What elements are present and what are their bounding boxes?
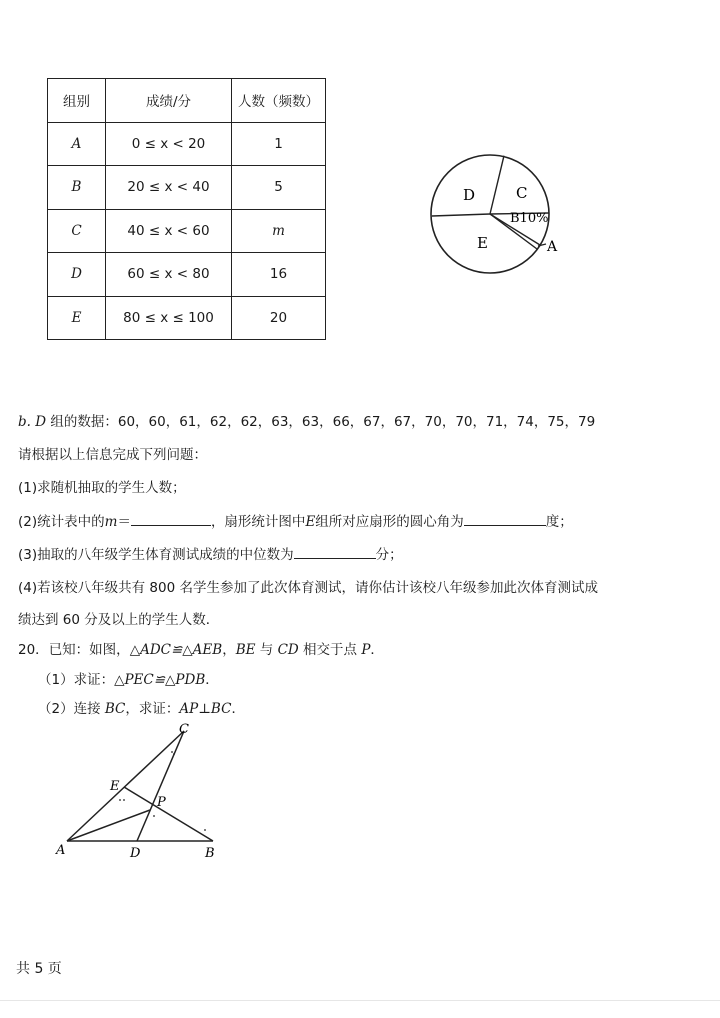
- pie-label-e: E: [477, 234, 488, 252]
- row-range: 80 ≤ x ≤ 100: [106, 296, 232, 340]
- row-count: 5: [232, 166, 326, 210]
- frequency-table: [47, 78, 326, 340]
- data-b-prefix: b.: [18, 414, 31, 430]
- row-count: 20: [232, 296, 326, 340]
- question-4-line2: 绩达到 60 分及以上的学生人数．: [18, 612, 220, 628]
- question-1: (1)求随机抽取的学生人数；: [18, 480, 186, 496]
- p20-part-d: 相交于点: [298, 642, 362, 658]
- page-footer: 共 5 页: [16, 961, 62, 977]
- pie-label-a: A: [547, 239, 558, 255]
- table-row: [48, 209, 326, 253]
- p20-q2-b: ，求证：: [125, 701, 180, 717]
- data-b-group: D: [35, 414, 47, 430]
- point-label-c: C: [179, 722, 189, 737]
- point-label-b: B: [205, 846, 215, 861]
- p20-q1-congruence: △PEC≌△PDB: [114, 672, 206, 688]
- p20-q2-c: ．: [231, 701, 245, 717]
- p20-part-c: 与: [255, 642, 278, 658]
- pie-divider-dc: [490, 156, 504, 214]
- header-count: 人数（频数）: [232, 79, 326, 123]
- segment-cd: [137, 731, 184, 841]
- q2-part-b: ＝: [117, 514, 131, 530]
- row-group: E: [48, 296, 106, 340]
- table-row: [48, 166, 326, 210]
- question-2: [18, 510, 573, 530]
- segment-ac: [67, 731, 184, 841]
- point-label-p: P: [157, 795, 166, 810]
- row-group: C: [48, 209, 106, 253]
- row-range: 60 ≤ x < 80: [106, 253, 232, 297]
- p20-part-b: ，: [222, 642, 236, 658]
- tick-marks: [119, 751, 206, 831]
- q3-part-a: (3)抽取的八年级学生体育测试成绩的中位数为: [18, 547, 294, 563]
- p20-cd: CD: [277, 642, 299, 658]
- answer-blank-angle[interactable]: [464, 511, 546, 526]
- segment-ap: [67, 810, 150, 841]
- answer-blank-median[interactable]: [294, 544, 376, 559]
- p20-part-e: ．: [370, 642, 384, 658]
- point-label-e: E: [110, 779, 120, 794]
- row-count: 16: [232, 253, 326, 297]
- q2-part-c: ，扇形统计图中: [210, 514, 306, 530]
- data-b-values: 组的数据：60，60，61，62，62，63，63，66，67，67，70，70，71，74，75，79: [46, 414, 596, 430]
- p20-q1-a: （1）求证：: [38, 672, 115, 688]
- p20-congruence: △ADC≌△AEB: [129, 642, 223, 658]
- q2-part-d: 组所对应扇形的圆心角为: [315, 514, 464, 530]
- pie-label-c: C: [516, 184, 528, 202]
- q2-m: m: [104, 514, 118, 530]
- pie-divider-ed: [432, 214, 490, 216]
- footer-divider: [0, 1000, 720, 1001]
- table-row: [48, 122, 326, 166]
- row-count: m: [232, 209, 326, 253]
- row-range: 40 ≤ x < 60: [106, 209, 232, 253]
- point-label-a: A: [56, 843, 66, 858]
- p20-q2-a: （2）连接: [38, 701, 105, 717]
- p20-q1-c: ．: [205, 672, 219, 688]
- p20-p: P: [361, 642, 371, 658]
- q2-part-f: 度；: [545, 514, 573, 530]
- question-3: [18, 543, 403, 563]
- geometry-figure: [50, 720, 230, 865]
- prompt-line: 请根据以上信息完成下列问题：: [18, 447, 207, 463]
- p20-be: BE: [235, 642, 256, 658]
- header-score: 成绩/分: [106, 79, 232, 123]
- table-row: [48, 253, 326, 297]
- problem-20-q1: [38, 668, 219, 688]
- pie-label-d: D: [463, 186, 476, 204]
- q2-e: E: [305, 514, 316, 530]
- pie-chart: [420, 150, 570, 290]
- q2-part-a: (2)统计表中的: [18, 514, 105, 530]
- answer-blank-m[interactable]: [131, 511, 211, 526]
- p20-part-a: 已知：如图，: [48, 642, 130, 658]
- data-line-b: [18, 410, 595, 430]
- row-group: D: [48, 253, 106, 297]
- point-label-d: D: [130, 846, 141, 861]
- row-range: 20 ≤ x < 40: [106, 166, 232, 210]
- table-row: [48, 296, 326, 340]
- problem-20: [18, 638, 384, 658]
- header-group: 组别: [48, 79, 106, 123]
- q3-part-b: 分；: [375, 547, 403, 563]
- row-group: B: [48, 166, 106, 210]
- pie-label-b: B10%: [510, 211, 549, 226]
- p20-q2-bc: BC: [104, 701, 126, 717]
- table-header-row: [48, 79, 326, 123]
- row-count: 1: [232, 122, 326, 166]
- question-4-line1: (4)若该校八年级共有 800 名学生参加了此次体育测试，请你估计该校八年级参加此次体育测试成: [18, 580, 598, 596]
- p20-number: 20．: [18, 642, 49, 658]
- problem-20-q2: [38, 697, 245, 717]
- p20-q2-ap: AP⊥BC: [179, 701, 232, 717]
- row-group: A: [48, 122, 106, 166]
- row-range: 0 ≤ x < 20: [106, 122, 232, 166]
